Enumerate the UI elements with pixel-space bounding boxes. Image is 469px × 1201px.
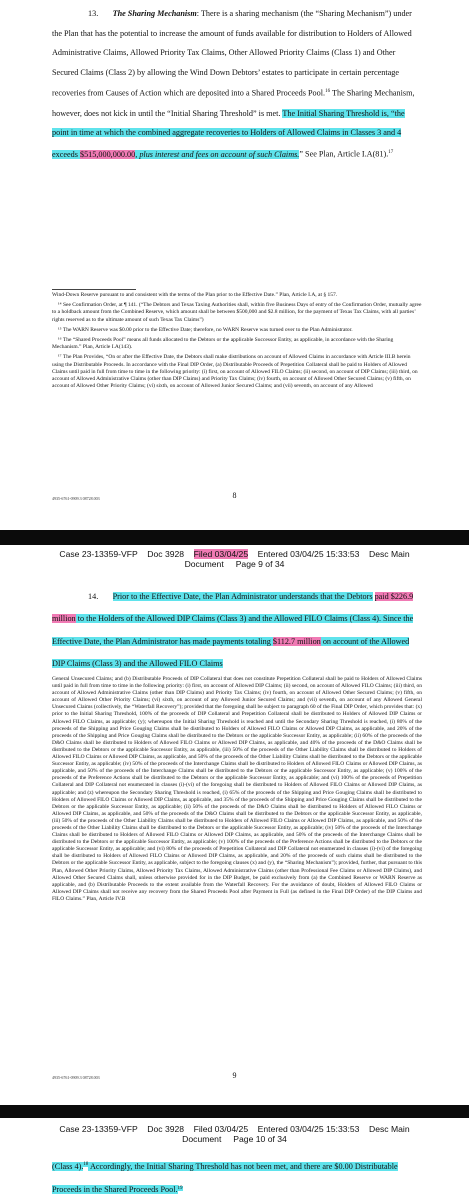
highlight-threshold-end: , plus interest and fees on account of such Claims. (135, 149, 300, 159)
footnote: ¹⁴ See Confirmation Order, at ¶ 141. (“The Debtors and Texas Taxing Authorities shall, within five Business Days of entry of the Confirmation Order, mutually agree to a holdback amount from the Combined Reserve, which amount shall be between $500,000 and $2.8 million, for the payment of Texas Tax Claims, with all parties’ rights reserved as to the ultimate amount of such Texas Tax Claims”) (52, 302, 422, 323)
doc-number: Doc 3928 (147, 549, 185, 559)
filed-date: Filed 03/04/25 (193, 1124, 249, 1134)
footnote-divider (52, 289, 136, 290)
ecf-header (0, 549, 469, 569)
page-indicator: Page 10 of 34 (233, 1134, 287, 1144)
footnote: ¹⁵ The WARN Reserve was $0.00 prior to the Effective Date; therefore, no WARN Reserve was turned over to the Plan Administrator. (58, 326, 353, 333)
paragraph-14 (52, 586, 422, 676)
paragraph-number: 13. (88, 9, 99, 18)
doc-id: 4935-6761-0909.3 08728.003 (52, 496, 100, 501)
paragraph-text: : There is a sharing mechanism (the “Sharing Mechanism”) under the Plan that has the potential to increase the amount of funds available for distribution to Holders of Allowed Administrative Claims, Allowed Priority Tax Claims, Other Allowed Priority Claims (Class 1) and Other Secured Claims (Class 2) by allowing the Wind Down Debtors’ estates to participate in certain percentage recoveries from Causes of Action which are deposited into a Shared Proceeds Pool. (52, 9, 412, 99)
filed-date: Filed 03/04/25 (193, 549, 249, 559)
paragraph-number: 14. (88, 592, 99, 601)
paragraph-text: ” See Plan, Article I.A(81). (299, 149, 389, 159)
paragraph-14-cont (52, 1154, 422, 1201)
ecf-header (0, 1124, 469, 1144)
highlight-text: to the Holders of the Allowed DIP Claims (Class 3) and the Allowed FILO Claims (Class 4). Since the Effective Date, the Plan Administrator has made payments totaling (52, 614, 414, 646)
document-label: Document (184, 559, 224, 569)
highlight-text: on account of the Allowed DIP Claims (Class 3) and the Allowed FILO Claims (52, 636, 410, 669)
doc-id: 4935-6761-0909.3 08728.003 (52, 1075, 100, 1080)
footnote-ref: 17 (388, 149, 394, 155)
footnote-ref: 16 (325, 89, 331, 95)
footnote-ref: 19 (177, 1185, 183, 1191)
paragraph-13 (52, 4, 422, 164)
highlight-amount: $515,000,000.00 (79, 149, 136, 159)
footnote: ¹⁷ The Plan Provides, “On or after the Effective Date, the Debtors shall make distributions on account of Allowed Claims in accordance with Article III.B herein using the Distributable Proceeds. In accordance with the Final DIP Order, (a) Distributable Proceeds of Prepetition Collateral shall be paid to Holders of Allowed Claims until paid in full from time to time in the following priority: (i) first, on account of Allowed FILO Claims; (ii) second, on account of DIP Claims; (iii) third, on account of Allowed Administrative Claims (other than DIP Claims) and Priority Tax Claims; (iv) fourth, on account of Allowed Other Secured Claims; (v) fifth, on account of Allowed Other Priority Claims; (vi) sixth, on account of Allowed Junior Secured Claims; and (vii) seventh, on account of any Allowed (52, 354, 418, 390)
page-separator (0, 530, 469, 545)
highlight-threshold: The Initial Sharing Threshold is, “the point in time at which the combined aggregate recoveries to Holders of Allowed Claims in Classes 3 and 4 exceeds (52, 108, 405, 159)
desc-main: Desc Main (369, 549, 410, 559)
highlight-amount: $112.7 million (272, 636, 321, 646)
paragraph-text: The Sharing Mechanism, however, does not kick in until the “Initial Sharing Threshold” is met. (52, 89, 415, 118)
case-number: Case 23-13359-VFP (59, 1124, 138, 1134)
footnote: ¹⁶ The “Shared Proceeds Pool” means all funds allocated to the Debtors or the applicable Successor Entity, as applicable, in accordance with the Sharing Mechanism.” Plan, Article I.A(143). (52, 337, 394, 351)
paragraph-heading: The Sharing Mechanism (112, 9, 197, 18)
highlight-text: Prior to the Effective Date, the Plan Administrator understands that the Debtors (112, 592, 373, 601)
page-indicator: Page 9 of 34 (235, 559, 285, 569)
highlight-text: (Class 4). (52, 1161, 84, 1171)
document-label: Document (182, 1134, 222, 1144)
entered-date: Entered 03/04/25 15:33:53 (257, 1124, 360, 1134)
footnote-ref: 18 (83, 1162, 89, 1167)
footnote: Wind-Down Reserve pursuant to and consistent with the terms of the Plan prior to the Effective Date.” Plan, Article I.A, at § 157. (52, 292, 338, 298)
entered-date: Entered 03/04/25 15:33:53 (257, 549, 360, 559)
doc-number: Doc 3928 (147, 1124, 185, 1134)
page-separator (0, 1105, 469, 1118)
page-number: 8 (232, 491, 237, 500)
page-9 (0, 545, 469, 1105)
footnote-continuation: General Unsecured Claims; and (b) Distributable Proceeds of DIP Collateral that does not constitute Prepetition Collateral shall be paid to Holders of Allowed Claims until paid in full from time to time in the following priority: (i) first, on account of Allowed DIP Claims; (ii) second, on account of Allowed FILO Claims; (iii) third, on account of Allowed Administrative Claims (other than DIP Claims) and Priority Tax Claims; (iv) fourth, on account of Allowed Other Secured Claims; (v) fifth, on account of Allowed Other Priority Claims; (vi) sixth, on account of any Allowed Junior Secured Claims; and (vii) seventh, on account of any Allowed General Unsecured Claims (collectively, the “Waterfall Recovery”); provided that the foregoing shall be subject to paragraph 60 of the Final DIP Order, which provides that: (x) prior to the Initial Sharing Threshold, 100% of the proceeds of DIP Collateral and Prepetition Collateral shall be distributed to Holders of Allowed DIP Claims or Allowed FILO Claims, as applicable; (y); whereupon the Initial Sharing Threshold is reached and until the Secondary Sharing Threshold is reached, (i) 80% of the proceeds of the Shipping and Price Gouging Claims shall be distributed to Holders of Allowed FILO Claims or Allowed DIP Claims, as applicable, and 20% of the proceeds of the Shipping and Price Gouging Claims shall be distributed to the Debtors or the applicable Successor Entity, as applicable; (ii) 60% of the proceeds of the D&O Claims shall be distributed to Holders of Allowed FILO Claims or Allowed DIP Claims, as applicable, and 40% of the proceeds of the D&O Claims shall be distributed to the Debtors or the applicable Successor Entity, as applicable, (iii) 50% of the proceeds of the Other Liability Claims shall be distributed to Holders of Allowed FILO Claims or Allowed DIP Claims, as applicable, and 50% of the proceeds of the Other Liability Claims shall be distributed to the Debtors or the applicable Successor Entity, as applicable; (iv) 50% of the proceeds of the Interchange Claims shall be distributed to Holders of Allowed FILO Claims or Allowed DIP Claims, as applicable, and 50% of the proceeds of the Interchange Claims shall be distributed to the Debtors or the applicable Successor Entity, as applicable; (v) 100% of the proceeds of the Preference Actions shall be distributed to the Debtors or the applicable Successor Entity, as applicable; and (vi) 100% of the proceeds of Prepetition Collateral and DIP Collateral not enumerated in clauses (i)-(vi) of the foregoing shall be distributed to Holders of Allowed FILO Claims or Allowed DIP Claims, as applicable; and (z) whereupon the Secondary Sharing Threshold is reached, (i) 65% of the proceeds of the Shipping and Price Gouging Claims shall be distributed to Holders of Allowed FILO Claims or Allowed DIP Claims, as applicable, and 35% of the proceeds of the Shipping and Price Gouging Claims shall be distributed to the Debtors or the applicable Successor Entity, as applicable; (ii) 50% of the proceeds of the D&O Claims shall be distributed to Holders of Allowed FILO Claims or Allowed DIP Claims, as applicable, and 50% of the proceeds of the D&O Claims shall be distributed to the Debtors or the applicable Successor Entity, as applicable, (iii) 50% of the proceeds of the Other Liability Claims shall be distributed to Holders of Allowed FILO Claims or Allowed DIP Claims, as applicable, and 50% of the proceeds of the Other Liability Claims shall be distributed to the Debtors or the applicable Successor Entity, as applicable; (iv) 50% of the proceeds of the Interchange Claims shall be distributed to Holders of Allowed FILO Claims or Allowed DIP Claims, as applicable, and 50% of the proceeds of the Interchange Claims shall be distributed to the Debtors or the applicable Successor Entity, as applicable; (v) 100% of the proceeds of the Preference Actions shall be distributed to the Debtors or the applicable Successor Entity, as applicable; and (vi) 80% of the proceeds of Prepetition Collateral and DIP Collateral not enumerated in clauses (i)-(vi) of the foregoing shall be distributed to Holders of Allowed FILO Claims or Allowed DIP Claims, as applicable, and 20% of the proceeds of such claims shall be distributed to the Debtors or the applicable Successor Entity, as applicable, subject to the foregoing clauses (x) and (y), the “Sharing Mechanism”); provided, further, that pursuant to this Plan, Allowed Other Priority Claims, Allowed Priority Tax Claims, Allowed Administrative Claims (other than Professional Fee Claims or Allowed DIP Claims), and Allowed Other Secured Claims shall, unless otherwise provided for in the DIP Budget, be paid exclusively from (a) the Combined Reserve or WARN Reserve as applicable, and (b) Distributable Proceeds to the extent available from the Waterfall Recovery. For the avoidance of doubt, Holders of Allowed FILO Claims or Allowed DIP Claims shall not receive any recovery from the Shared Proceeds Pool after Payment in Full (as defined in the Final DIP Order) of the DIP Claims and FILO Claims.” Plan, Article IV.B (52, 676, 422, 902)
highlight-amount: paid $226.9 million (52, 592, 414, 624)
page-8 (0, 0, 469, 530)
page-10 (0, 1118, 469, 1200)
case-number: Case 23-13359-VFP (59, 549, 138, 559)
page-number: 9 (232, 1071, 237, 1080)
desc-main: Desc Main (369, 1124, 410, 1134)
highlight-text: Accordingly, the Initial Sharing Threshold has not been met, and there are $0.00 Distributable Proceeds in the Shared Proceeds Pool. (52, 1161, 398, 1195)
footnotes (52, 292, 422, 393)
